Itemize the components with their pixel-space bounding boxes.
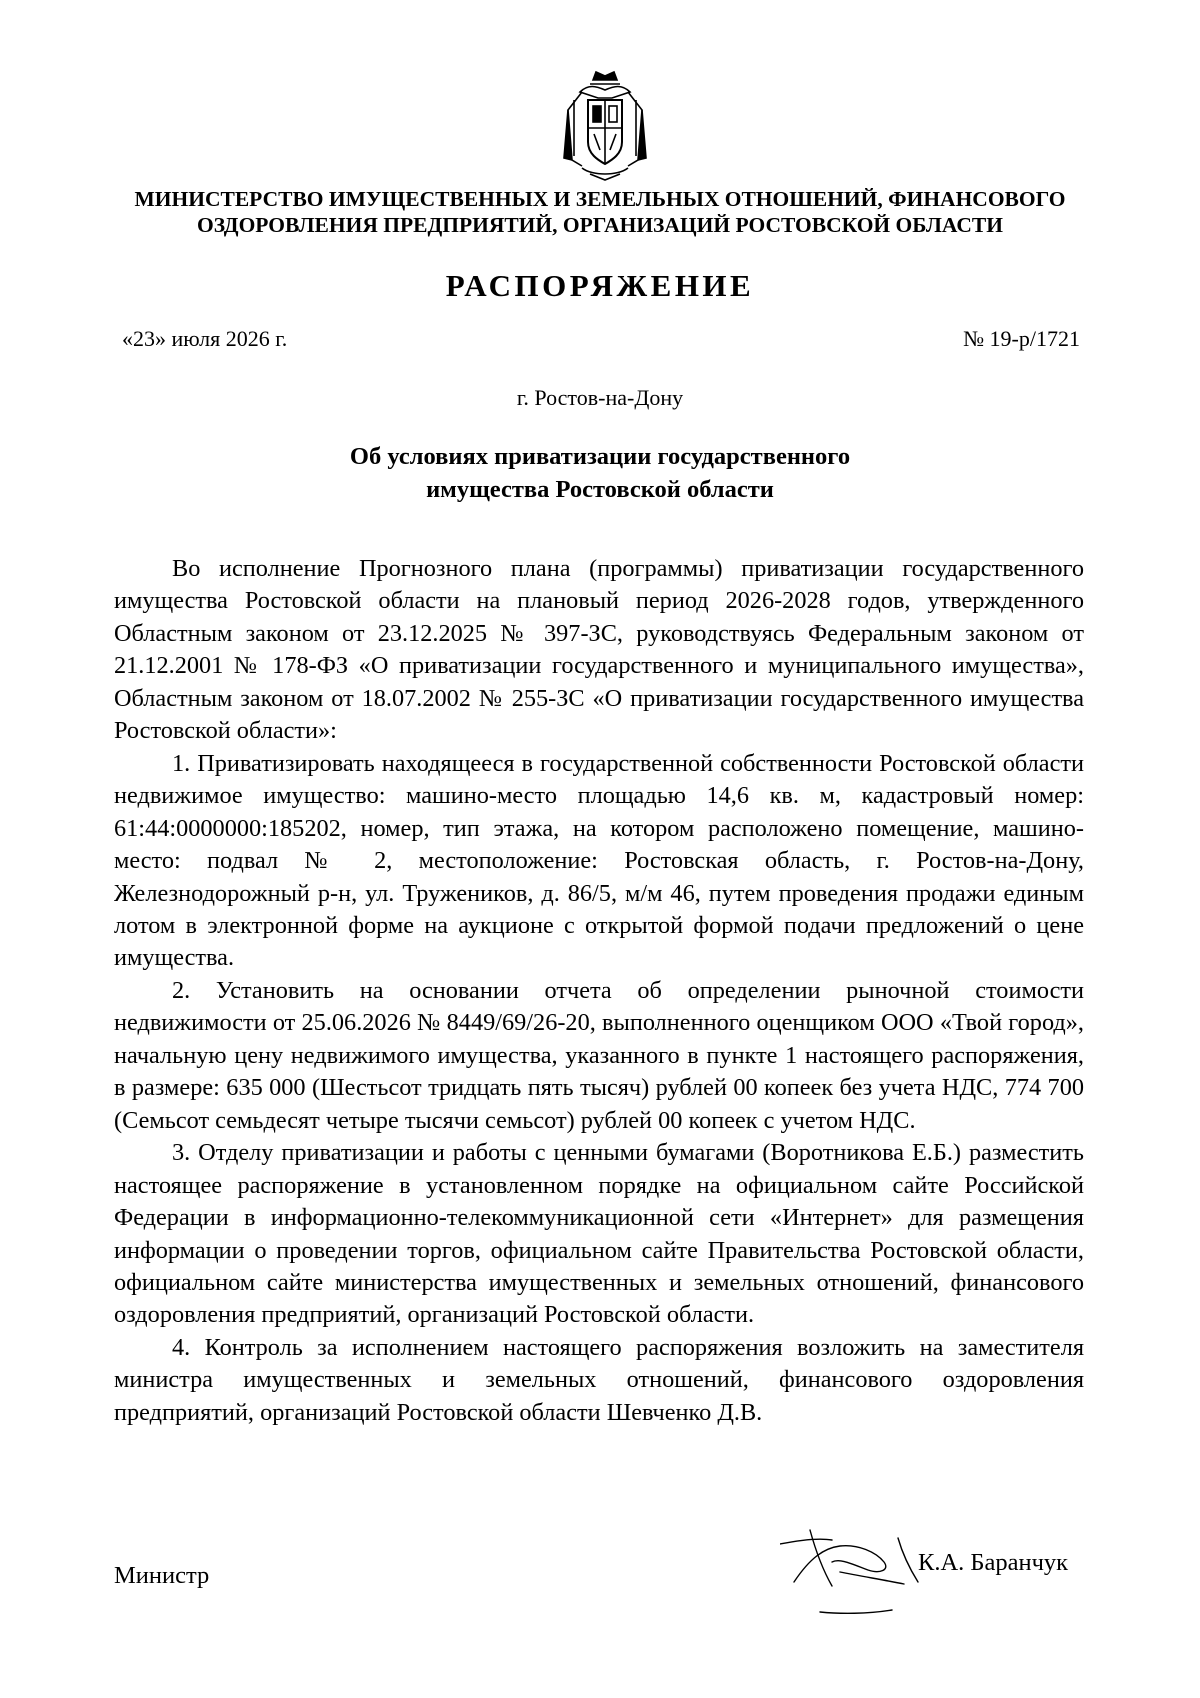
document-number: № 19-р/1721 [963,326,1080,351]
item-3-paragraph: 3. Отделу приватизации и работы с ценными бумагами (Воротникова Е.Б.) разместить настоящее распоряжение в установленном порядке на официальном сайте Российской Федерации в информационно-телекоммуникационной сети «Интернет» для размещения информации о проведении торгов, официальном сайте Правительства Ростовской области, официальном сайте министерства имущественных и земельных отношений, финансового оздоровления предприятий, организаций Ростовской области. [114,1139,1084,1329]
item-2-paragraph: 2. Установить на основании отчета об определении рыночной стоимости недвижимости от 25.06.2026 № 8449/69/26-20, выполненного оценщиком ООО «Твой город», начальную цену недвижимого имущества, указанного в пункте 1 настоящего распоряжения, в размере: 635 000 (Шестьсот тридцать пять тысяч) рублей 00 копеек без учета НДС, 774 700 (Семьсот семьдесят четыре тысячи семьсот) рублей 00 копеек с учетом НДС. [114,976,1084,1134]
ministry-name [120,186,1080,238]
coat-of-arms-icon [560,70,650,182]
document-type-title: РАСПОРЯЖЕНИЕ [445,268,755,303]
ministry-name-line2: ОЗДОРОВЛЕНИЯ ПРЕДПРИЯТИЙ, ОРГАНИЗАЦИЙ РОСТОВСКОЙ ОБЛАСТИ [197,213,1003,237]
signatory-title: Министр [114,1562,210,1589]
ministry-name-line1: МИНИСТЕРСТВО ИМУЩЕСТВЕННЫХ И ЗЕМЕЛЬНЫХ ОТНОШЕНИЙ, ФИНАНСОВОГО [134,187,1066,211]
subject-line1: Об условиях приватизации государственного [349,443,851,470]
document-body [114,553,1084,1429]
subject-line2: имущества Ростовской области [426,476,774,503]
document-date: «23» июля 2026 г. [122,326,288,351]
item-4-paragraph: 4. Контроль за исполнением настоящего распоряжения возложить на заместителя министра имущественных и земельных отношений, финансового оздоровления предприятий, организаций Ростовской области Шевченко Д.В. [114,1333,1084,1426]
item-1-paragraph: 1. Приватизировать находящееся в государственной собственности Ростовской области недвижимое имущество: машино-место площадью 14,6 кв. м, кадастровый номер: 61:44:0000000:185202, номер, тип этажа, на котором расположено помещение, машино-место: подвал № 2, местоположение: Ростовская область, г. Ростов-на-Дону, Железнодорожный р-н, ул. Тружеников, д. 86/5, м/м 46, путем проведения продажи единым лотом в электронной форме на аукционе с открытой формой подачи предложений о цене имущества. [114,749,1084,972]
document-subject [0,440,1200,506]
preamble-paragraph: Во исполнение Прогнозного плана (программы) приватизации государственного имущества Ростовской области на плановый период 2026-2028 годов, утвержденного Областным законом от 23.12.2025 № 397-ЗС, руководствуясь Федеральным законом от 21.12.2001 № 178-ФЗ «О приватизации государственного и муниципального имущества», Областным законом от 18.07.2002 № 255-ЗС «О приватизации государственного имущества Ростовской области»: [114,555,1084,745]
signatory-name: К.А. Баранчук [918,1549,1069,1576]
document-city: г. Ростов-на-Дону [516,385,684,410]
